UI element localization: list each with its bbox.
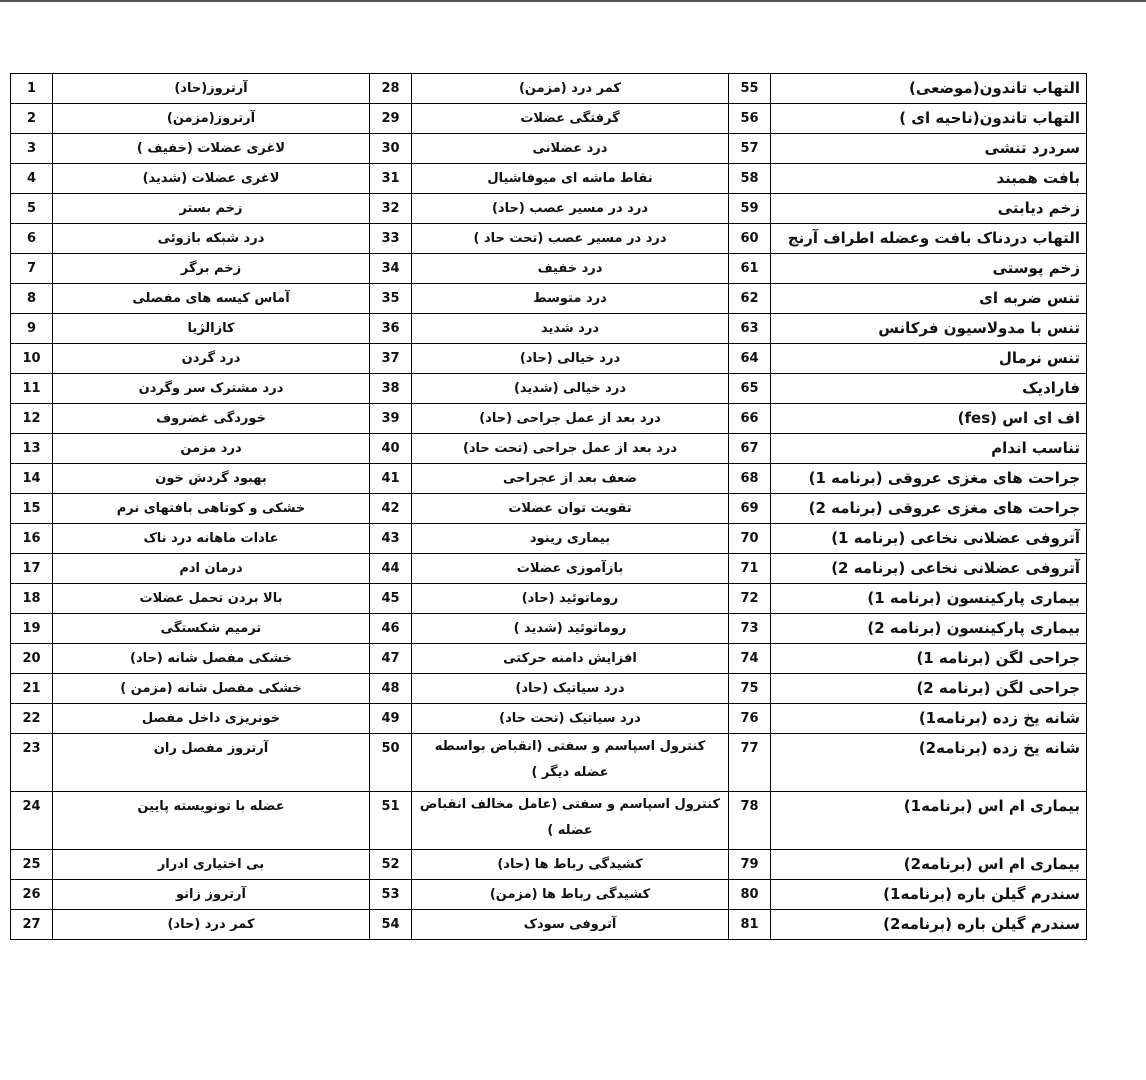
program-number: 13 bbox=[11, 434, 53, 464]
program-name: لاغری عضلات (خفیف ) bbox=[53, 134, 370, 164]
program-number: 2 bbox=[11, 104, 53, 134]
program-number: 55 bbox=[729, 74, 771, 104]
program-number: 8 bbox=[11, 284, 53, 314]
program-number: 33 bbox=[370, 224, 412, 254]
program-number: 46 bbox=[370, 614, 412, 644]
program-number: 49 bbox=[370, 704, 412, 734]
program-number: 68 bbox=[729, 464, 771, 494]
program-name: آماس کیسه های مفصلی bbox=[53, 284, 370, 314]
program-name: خشکی مفصل شانه (حاد) bbox=[53, 644, 370, 674]
program-name: التهاب تاندون(موضعی) bbox=[771, 74, 1087, 104]
table-row bbox=[11, 734, 1087, 792]
program-name: شانه یخ زده (برنامه1) bbox=[771, 704, 1087, 734]
program-number: 28 bbox=[370, 74, 412, 104]
program-number: 79 bbox=[729, 850, 771, 880]
program-name: درد شبکه بازوئی bbox=[53, 224, 370, 254]
program-name: التهاب تاندون(ناحیه ای ) bbox=[771, 104, 1087, 134]
program-number: 72 bbox=[729, 584, 771, 614]
program-number: 65 bbox=[729, 374, 771, 404]
table-row bbox=[11, 284, 1087, 314]
table-row bbox=[11, 704, 1087, 734]
program-number: 5 bbox=[11, 194, 53, 224]
program-name: فارادیک bbox=[771, 374, 1087, 404]
table-row bbox=[11, 554, 1087, 584]
program-name: آرتروز مفصل ران bbox=[53, 734, 370, 792]
table-row bbox=[11, 434, 1087, 464]
program-name: عضله با تونویسته پایین bbox=[53, 792, 370, 850]
program-name: روماتوئید (حاد) bbox=[412, 584, 729, 614]
program-name: درد مزمن bbox=[53, 434, 370, 464]
program-number: 80 bbox=[729, 880, 771, 910]
program-number: 9 bbox=[11, 314, 53, 344]
program-name: تنس نرمال bbox=[771, 344, 1087, 374]
program-name: درد در مسیر عصب (تحت حاد ) bbox=[412, 224, 729, 254]
program-name: آرتروز زانو bbox=[53, 880, 370, 910]
program-number: 18 bbox=[11, 584, 53, 614]
program-name: درمان ادم bbox=[53, 554, 370, 584]
program-name: کمر درد (حاد) bbox=[53, 910, 370, 940]
program-name: جراحی لگن (برنامه 2) bbox=[771, 674, 1087, 704]
program-name: درد مشترک سر وگردن bbox=[53, 374, 370, 404]
program-name: آرتروز(حاد) bbox=[53, 74, 370, 104]
program-name: روماتوئید (شدید ) bbox=[412, 614, 729, 644]
program-number: 57 bbox=[729, 134, 771, 164]
program-number: 60 bbox=[729, 224, 771, 254]
program-name: اف ای اس (fes) bbox=[771, 404, 1087, 434]
program-number: 30 bbox=[370, 134, 412, 164]
program-number: 76 bbox=[729, 704, 771, 734]
table-row bbox=[11, 910, 1087, 940]
program-number: 78 bbox=[729, 792, 771, 850]
program-number: 25 bbox=[11, 850, 53, 880]
program-name: درد خفیف bbox=[412, 254, 729, 284]
program-number: 52 bbox=[370, 850, 412, 880]
table-row bbox=[11, 494, 1087, 524]
program-number: 70 bbox=[729, 524, 771, 554]
program-number: 75 bbox=[729, 674, 771, 704]
program-number: 73 bbox=[729, 614, 771, 644]
program-number: 53 bbox=[370, 880, 412, 910]
program-name: بافت همبند bbox=[771, 164, 1087, 194]
program-number: 11 bbox=[11, 374, 53, 404]
program-name: خوردگی غضروف bbox=[53, 404, 370, 434]
program-number: 14 bbox=[11, 464, 53, 494]
program-name: عادات ماهانه درد ناک bbox=[53, 524, 370, 554]
program-number: 71 bbox=[729, 554, 771, 584]
program-number: 61 bbox=[729, 254, 771, 284]
program-name: درد خیالی (حاد) bbox=[412, 344, 729, 374]
program-number: 74 bbox=[729, 644, 771, 674]
table-row bbox=[11, 584, 1087, 614]
program-number: 64 bbox=[729, 344, 771, 374]
program-number: 40 bbox=[370, 434, 412, 464]
table-row bbox=[11, 524, 1087, 554]
program-number: 6 bbox=[11, 224, 53, 254]
table-row bbox=[11, 254, 1087, 284]
program-number: 37 bbox=[370, 344, 412, 374]
program-name: بیماری پارکینسون (برنامه 1) bbox=[771, 584, 1087, 614]
table-row bbox=[11, 134, 1087, 164]
table-row bbox=[11, 880, 1087, 910]
program-name: خونریزی داخل مفصل bbox=[53, 704, 370, 734]
table-row bbox=[11, 74, 1087, 104]
program-number: 51 bbox=[370, 792, 412, 850]
program-name: نقاط ماشه ای میوفاشیال bbox=[412, 164, 729, 194]
program-name: جراحی لگن (برنامه 1) bbox=[771, 644, 1087, 674]
program-name: جراحت های مغزی عروقی (برنامه 2) bbox=[771, 494, 1087, 524]
program-number: 31 bbox=[370, 164, 412, 194]
table-row bbox=[11, 404, 1087, 434]
program-name: بهبود گردش خون bbox=[53, 464, 370, 494]
program-number: 15 bbox=[11, 494, 53, 524]
program-name: کشیدگی رباط ها (حاد) bbox=[412, 850, 729, 880]
program-name: درد گردن bbox=[53, 344, 370, 374]
program-name: درد سیاتیک (حاد) bbox=[412, 674, 729, 704]
program-number: 48 bbox=[370, 674, 412, 704]
program-number: 32 bbox=[370, 194, 412, 224]
program-name: افزایش دامنه حرکتی bbox=[412, 644, 729, 674]
program-number: 12 bbox=[11, 404, 53, 434]
program-name: آتروفی عضلانی نخاعی (برنامه 1) bbox=[771, 524, 1087, 554]
program-number: 23 bbox=[11, 734, 53, 792]
program-number: 10 bbox=[11, 344, 53, 374]
program-number: 54 bbox=[370, 910, 412, 940]
program-number: 1 bbox=[11, 74, 53, 104]
program-name: کازالژیا bbox=[53, 314, 370, 344]
program-name: لاغری عضلات (شدید) bbox=[53, 164, 370, 194]
table-row bbox=[11, 792, 1087, 850]
program-name: آتروفی عضلانی نخاعی (برنامه 2) bbox=[771, 554, 1087, 584]
program-number: 42 bbox=[370, 494, 412, 524]
program-name: سندرم گیلن باره (برنامه1) bbox=[771, 880, 1087, 910]
program-name: کنترول اسپاسم و سفتی (انقباض بواسطه عضله دیگر ) bbox=[412, 734, 729, 792]
program-number: 59 bbox=[729, 194, 771, 224]
program-number: 16 bbox=[11, 524, 53, 554]
table-row bbox=[11, 164, 1087, 194]
table-row bbox=[11, 674, 1087, 704]
program-number: 26 bbox=[11, 880, 53, 910]
program-number: 81 bbox=[729, 910, 771, 940]
program-number: 35 bbox=[370, 284, 412, 314]
program-name: خشکی و کوتاهی بافتهای نرم bbox=[53, 494, 370, 524]
program-name: سندرم گیلن باره (برنامه2) bbox=[771, 910, 1087, 940]
program-number: 29 bbox=[370, 104, 412, 134]
program-number: 62 bbox=[729, 284, 771, 314]
table-row bbox=[11, 194, 1087, 224]
program-name: زخم دیابتی bbox=[771, 194, 1087, 224]
table-body bbox=[11, 74, 1087, 940]
program-name: تقویت توان عضلات bbox=[412, 494, 729, 524]
program-name: ترمیم شکستگی bbox=[53, 614, 370, 644]
program-name: ضعف بعد از عجراحی bbox=[412, 464, 729, 494]
table-row bbox=[11, 614, 1087, 644]
program-name: درد بعد از عمل جراحی (حاد) bbox=[412, 404, 729, 434]
program-name: شانه یخ زده (برنامه2) bbox=[771, 734, 1087, 792]
program-name: درد بعد از عمل جراحی (تحت حاد) bbox=[412, 434, 729, 464]
table-row bbox=[11, 850, 1087, 880]
program-name: درد متوسط bbox=[412, 284, 729, 314]
program-name: بیماری پارکینسون (برنامه 2) bbox=[771, 614, 1087, 644]
program-name: زخم برگر bbox=[53, 254, 370, 284]
program-number: 56 bbox=[729, 104, 771, 134]
program-name: خشکی مفصل شانه (مزمن ) bbox=[53, 674, 370, 704]
program-number: 3 bbox=[11, 134, 53, 164]
table-row bbox=[11, 104, 1087, 134]
program-number: 39 bbox=[370, 404, 412, 434]
program-name: تنس ضربه ای bbox=[771, 284, 1087, 314]
program-number: 41 bbox=[370, 464, 412, 494]
treatment-programs-table bbox=[10, 73, 1087, 940]
program-number: 21 bbox=[11, 674, 53, 704]
program-number: 20 bbox=[11, 644, 53, 674]
program-name: بیماری رینود bbox=[412, 524, 729, 554]
table-row bbox=[11, 464, 1087, 494]
program-name: بیماری ام اس (برنامه1) bbox=[771, 792, 1087, 850]
program-number: 47 bbox=[370, 644, 412, 674]
program-number: 50 bbox=[370, 734, 412, 792]
program-number: 34 bbox=[370, 254, 412, 284]
program-name: آرتروز(مزمن) bbox=[53, 104, 370, 134]
program-name: درد خیالی (شدید) bbox=[412, 374, 729, 404]
table-row bbox=[11, 224, 1087, 254]
table-row bbox=[11, 644, 1087, 674]
program-name: کمر درد (مزمن) bbox=[412, 74, 729, 104]
program-name: درد سیاتیک (تحت حاد) bbox=[412, 704, 729, 734]
program-number: 27 bbox=[11, 910, 53, 940]
program-name: زخم بستر bbox=[53, 194, 370, 224]
table-row bbox=[11, 314, 1087, 344]
program-name: تناسب اندام bbox=[771, 434, 1087, 464]
program-name: درد شدید bbox=[412, 314, 729, 344]
program-number: 66 bbox=[729, 404, 771, 434]
program-name: زخم پوستی bbox=[771, 254, 1087, 284]
program-number: 45 bbox=[370, 584, 412, 614]
program-name: درد عضلانی bbox=[412, 134, 729, 164]
program-number: 77 bbox=[729, 734, 771, 792]
program-number: 38 bbox=[370, 374, 412, 404]
program-name: بالا بردن تحمل عضلات bbox=[53, 584, 370, 614]
program-number: 43 bbox=[370, 524, 412, 554]
program-number: 36 bbox=[370, 314, 412, 344]
program-number: 4 bbox=[11, 164, 53, 194]
program-name: سردرد تنشی bbox=[771, 134, 1087, 164]
program-name: درد در مسیر عصب (حاد) bbox=[412, 194, 729, 224]
program-number: 67 bbox=[729, 434, 771, 464]
program-number: 22 bbox=[11, 704, 53, 734]
program-name: آتروفی سودک bbox=[412, 910, 729, 940]
program-number: 19 bbox=[11, 614, 53, 644]
program-name: گرفتگی عضلات bbox=[412, 104, 729, 134]
program-number: 69 bbox=[729, 494, 771, 524]
program-number: 24 bbox=[11, 792, 53, 850]
top-border-line bbox=[0, 0, 1146, 2]
program-number: 58 bbox=[729, 164, 771, 194]
program-number: 7 bbox=[11, 254, 53, 284]
program-name: تنس با مدولاسیون فرکانس bbox=[771, 314, 1087, 344]
program-name: بیماری ام اس (برنامه2) bbox=[771, 850, 1087, 880]
program-name: جراحت های مغزی عروقی (برنامه 1) bbox=[771, 464, 1087, 494]
program-name: التهاب دردناک بافت وعضله اطراف آرنج bbox=[771, 224, 1087, 254]
program-number: 63 bbox=[729, 314, 771, 344]
table-row bbox=[11, 344, 1087, 374]
program-name: بی اختیاری ادرار bbox=[53, 850, 370, 880]
table-row bbox=[11, 374, 1087, 404]
program-number: 44 bbox=[370, 554, 412, 584]
program-name: کشیدگی رباط ها (مزمن) bbox=[412, 880, 729, 910]
program-name: بازآموزی عضلات bbox=[412, 554, 729, 584]
program-name: کنترول اسپاسم و سفتی (عامل مخالف انقباض عضله ) bbox=[412, 792, 729, 850]
program-number: 17 bbox=[11, 554, 53, 584]
